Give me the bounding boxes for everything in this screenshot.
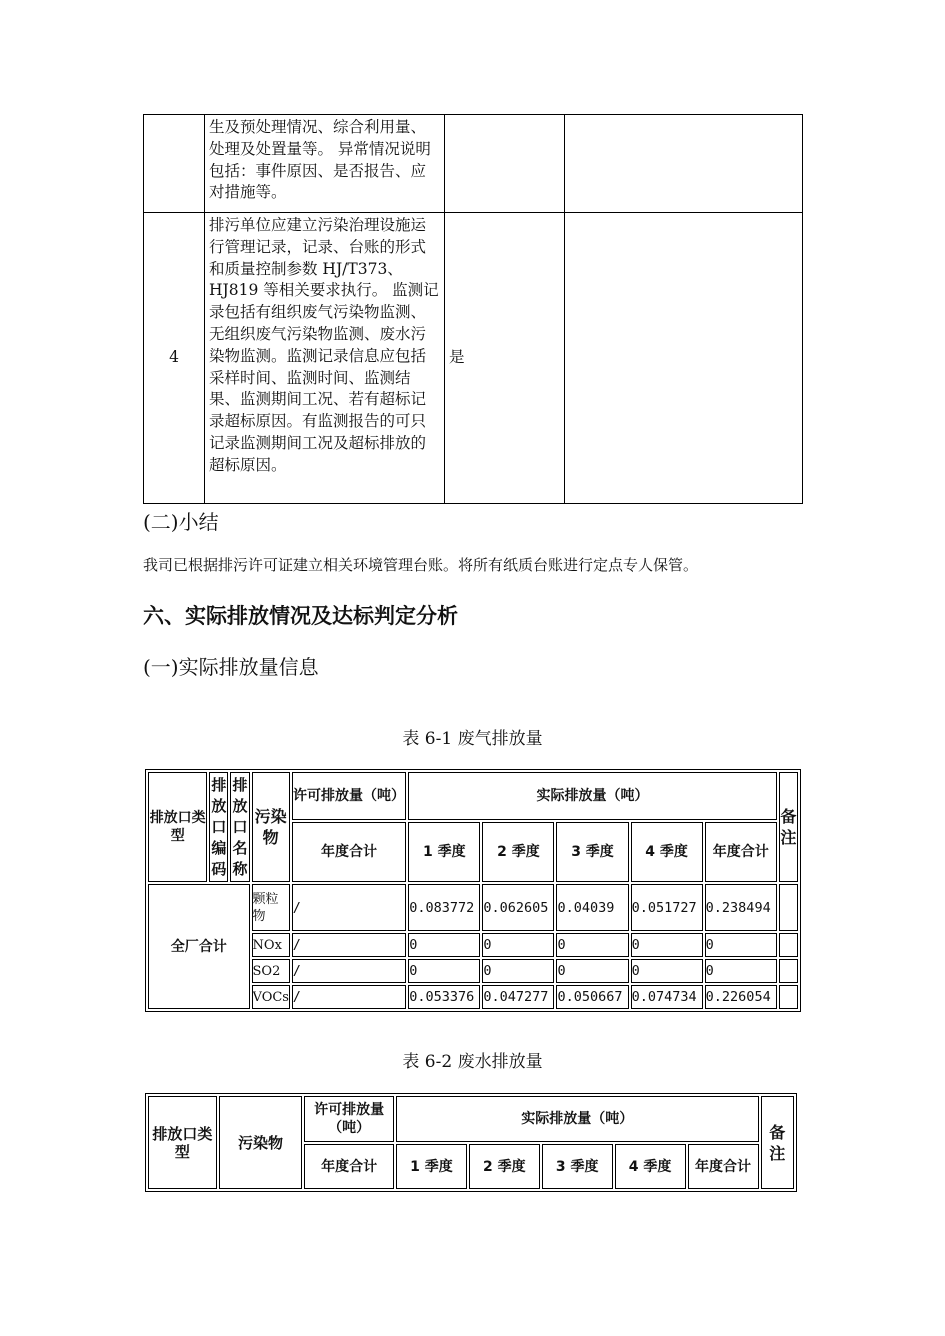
pollutant-cell: SO2: [252, 959, 290, 983]
q2-cell: 0.047277: [482, 985, 554, 1009]
q3-cell: 0.04039: [556, 884, 628, 931]
header-annual-total: 年度合计: [304, 1144, 394, 1189]
remark-cell: [779, 985, 798, 1009]
q1-cell: 0.083772: [408, 884, 480, 931]
summary-heading: (二)小结: [143, 510, 219, 534]
header-q1: 1 季度: [396, 1144, 467, 1189]
summary-text: 我司已根据排污许可证建立相关环境管理台账。将所有纸质台账进行定点专人保管。: [143, 556, 699, 574]
permit-cell: /: [292, 933, 407, 957]
q3-cell: 0: [556, 959, 628, 983]
group-label: 全厂合计: [148, 884, 250, 1009]
wastewater-emission-table: [145, 1093, 797, 1192]
pollutant-cell: 颗粒物: [252, 884, 290, 931]
header-actual: 实际排放量（吨）: [396, 1096, 759, 1142]
q4-cell: 0.051727: [631, 884, 703, 931]
compliance-status: 是: [445, 213, 565, 504]
waste-gas-emission-table: [145, 769, 801, 1012]
q4-cell: 0.074734: [631, 985, 703, 1009]
q3-cell: 0: [556, 933, 628, 957]
permit-cell: /: [292, 985, 407, 1009]
q4-cell: 0: [631, 933, 703, 957]
q1-cell: 0: [408, 959, 480, 983]
header-outlet-type: 排放口类型: [148, 1096, 217, 1189]
note-cell: [565, 115, 803, 213]
header-q2: 2 季度: [469, 1144, 540, 1189]
requirements-table: [143, 114, 803, 504]
header-year-total: 年度合计: [705, 822, 777, 882]
requirement-text: 生及预处理情况、综合利用量、处理及处置量等。 异常情况说明包括：事件原因、是否报告、应对措施等。: [205, 115, 445, 213]
header-q2: 2 季度: [482, 822, 554, 882]
q4-cell: 0: [631, 959, 703, 983]
header-q1: 1 季度: [408, 822, 480, 882]
table-caption: 表 6-1 废气排放量: [402, 729, 543, 749]
header-outlet-type: 排放口类型: [148, 772, 207, 882]
row-number: 4: [144, 213, 205, 504]
compliance-status: [445, 115, 565, 213]
header-remark: 备注: [761, 1096, 794, 1189]
header-outlet-name: 排放口名称: [230, 772, 249, 882]
total-cell: 0: [705, 933, 777, 957]
table-row: [148, 884, 798, 931]
remark-cell: [779, 933, 798, 957]
row-number: [144, 115, 205, 213]
q3-cell: 0.050667: [556, 985, 628, 1009]
pollutant-cell: NOx: [252, 933, 290, 957]
table-row: [144, 213, 803, 504]
note-cell: [565, 213, 803, 504]
header-actual: 实际排放量（吨）: [408, 772, 777, 820]
header-row: [148, 772, 798, 820]
pollutant-cell: VOCs: [252, 985, 290, 1009]
q2-cell: 0.062605: [482, 884, 554, 931]
header-pollutant: 污染物: [252, 772, 290, 882]
table-row: [144, 115, 803, 213]
permit-cell: /: [292, 884, 407, 931]
header-q4: 4 季度: [631, 822, 703, 882]
q1-cell: 0.053376: [408, 985, 480, 1009]
total-cell: 0: [705, 959, 777, 983]
header-pollutant: 污染物: [219, 1096, 302, 1189]
q2-cell: 0: [482, 959, 554, 983]
header-outlet-code: 排放口编码: [209, 772, 228, 882]
total-cell: 0.226054: [705, 985, 777, 1009]
remark-cell: [779, 884, 798, 931]
header-permit: 许可排放量（吨）: [304, 1096, 394, 1142]
permit-cell: /: [292, 959, 407, 983]
section-title: 六、实际排放情况及达标判定分析: [143, 604, 458, 628]
remark-cell: [779, 959, 798, 983]
header-q3: 3 季度: [542, 1144, 613, 1189]
q1-cell: 0: [408, 933, 480, 957]
header-remark: 备注: [779, 772, 798, 882]
total-cell: 0.238494: [705, 884, 777, 931]
header-row: [148, 1096, 794, 1142]
header-year-total: 年度合计: [688, 1144, 759, 1189]
header-permit: 许可排放量（吨）: [292, 772, 407, 820]
subsection-heading: (一)实际排放量信息: [143, 655, 319, 679]
table-caption: 表 6-2 废水排放量: [402, 1052, 543, 1072]
header-q4: 4 季度: [615, 1144, 686, 1189]
requirement-text: 排污单位应建立污染治理设施运行管理记录，记录、台账的形式和质量控制参数 HJ/T373、HJ819 等相关要求执行。 监测记录包括有组织废气污染物监测、无组织废气污染物监测、废水污染物监测。监测记录信息应包括采样时间、监测时间、监测结果、监测期间工况、若有超标记录超标原因。有监测报告的可只记录监测期间工况及超标排放的超标原因。: [205, 213, 445, 504]
q2-cell: 0: [482, 933, 554, 957]
header-annual-total: 年度合计: [292, 822, 407, 882]
header-q3: 3 季度: [556, 822, 628, 882]
